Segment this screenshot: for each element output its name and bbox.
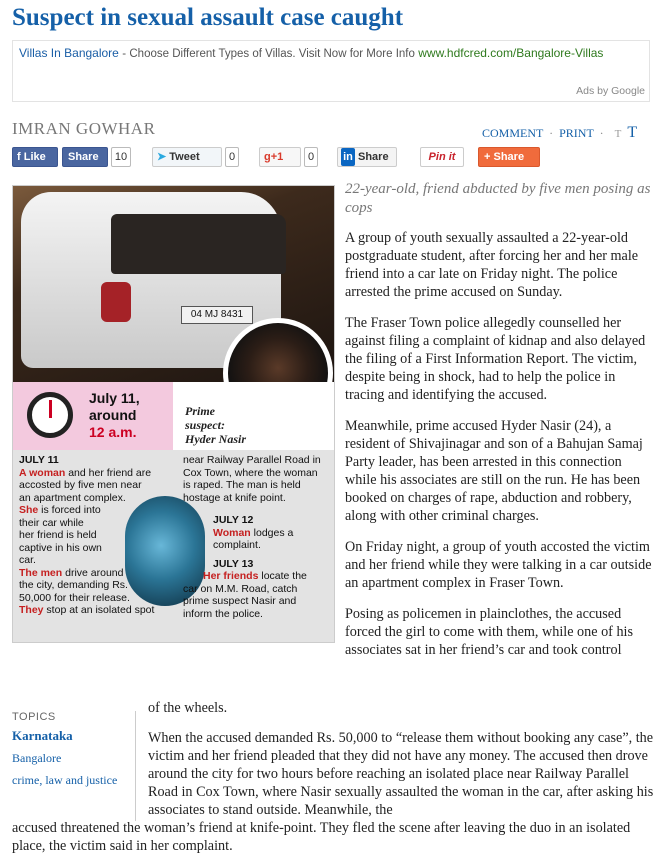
- comment-link[interactable]: COMMENT: [482, 126, 544, 140]
- car-tail-light: [101, 282, 131, 322]
- ad-description: Choose Different Types of Villas. Visit Now for More Info: [129, 48, 415, 60]
- topic-link[interactable]: crime, law and justice: [12, 773, 118, 787]
- suspect-caption: Prime suspect: Hyder Nasir: [173, 382, 334, 450]
- paragraph: Meanwhile, prime accused Hyder Nasir (24), a resident of Shivajinagar and son of a Bahujan Samaj Party leader, has been arrested in this connection while his associates are still on the run. He has been booked on charges of rape, abduction and robbery, along with other criminal charges.: [345, 418, 643, 524]
- event-timeline: [13, 450, 334, 642]
- print-link[interactable]: PRINT: [559, 126, 594, 140]
- paragraph: When the accused demanded Rs. 50,000 to “release them without booking any case”, the victim and her friend pleaded that they did not have any money. The accused then drove around the city for two hours before reaching an isolated place near Railway Parallel Road in Cox Town, where Nasir sexually assaulted the woman in the car, after asking his associates to stand outside. Meanwhile, the: [148, 730, 654, 818]
- paragraph: The Fraser Town police allegedly counselled her against filing a complaint of kidnap and also delayed the filing of a First Information Report. The victim, despite being in shock, had to help the police in tracing and identifying the accused.: [345, 315, 646, 403]
- facebook-icon: f: [17, 151, 24, 163]
- facebook-count: 10: [111, 147, 131, 167]
- article-subhead: 22-year-old, friend abducted by five men posing as cops: [345, 181, 651, 216]
- car-rear-window: [111, 214, 286, 274]
- paragraph-continuation: accused threatened the woman’s friend at knife-point. They fled the scene after leaving the duo in an isolated place, the victim said in her complaint.: [12, 820, 631, 854]
- topics-sidebar: [12, 711, 136, 821]
- text-smaller-button[interactable]: T: [614, 128, 622, 140]
- tool-separator: ·: [549, 126, 554, 140]
- timeline-column-1: JULY 11 A woman and her friend are accosted by five men near an apartment complex. She is forced into their car while her friend is held captive in his own car. The men drive around the city, demanding Rs. 50,000 for their release. They stop at an isolated spot: [19, 454, 155, 616]
- ad-separator: -: [122, 48, 127, 60]
- share-bar: [12, 147, 612, 169]
- time-label: July 11, around 12 a.m.: [89, 390, 140, 440]
- tool-separator: ·: [599, 126, 604, 140]
- ad-link[interactable]: Villas In Bangalore: [19, 46, 119, 60]
- topic-link[interactable]: Bangalore: [12, 751, 62, 765]
- article-tools: [482, 124, 637, 142]
- google-plus-icon: g: [264, 151, 271, 163]
- article-infographic[interactable]: [12, 185, 335, 643]
- google-plus-count: 0: [304, 147, 318, 167]
- paragraph: On Friday night, a group of youth accosted the victim and her friend while they were talking in a car outside an apartment complex in Fraser Town.: [345, 539, 652, 591]
- topic-link-karnataka[interactable]: Karnataka: [12, 728, 73, 743]
- linkedin-share-button[interactable]: in Share: [337, 147, 397, 167]
- clock-icon: [27, 392, 73, 438]
- facebook-share-button[interactable]: Share: [62, 147, 108, 167]
- plus-icon: +: [484, 151, 491, 163]
- paragraph-continuation: of the wheels.: [148, 700, 228, 716]
- timeline-column-2: near Railway Parallel Road in Cox Town, where the woman is raped. The man is held hostage at knife point. JULY 12 Woman lodges a complaint. JULY 13 Her friends locate the car on M.M. Road, catch prime suspect Nasir and inform the police.: [183, 454, 321, 620]
- linkedin-icon: in: [341, 148, 355, 166]
- time-box: [13, 382, 173, 450]
- license-plate: 04 MJ 8431: [181, 306, 253, 324]
- facebook-like-button[interactable]: f Like: [12, 147, 58, 167]
- tweet-button[interactable]: ➤ Tweet: [152, 147, 222, 167]
- tweet-count: 0: [225, 147, 239, 167]
- pinterest-button[interactable]: Pin it: [420, 147, 464, 167]
- twitter-bird-icon: ➤: [157, 151, 170, 163]
- text-larger-button[interactable]: T: [627, 124, 638, 141]
- paragraph: A group of youth sexually assaulted a 22-year-old postgraduate student, after forcing her and her male friend into a car late on Friday night. The police arrested the prime accused on Sunday.: [345, 230, 639, 300]
- article-column: [345, 180, 655, 672]
- ads-by-google[interactable]: Ads by Google: [576, 85, 645, 97]
- addthis-share-button[interactable]: + Share: [478, 147, 540, 167]
- topics-heading: TOPICS: [12, 711, 56, 723]
- google-ad[interactable]: [12, 40, 650, 102]
- ad-url[interactable]: www.hdfcred.com/Bangalore-Villas: [418, 46, 604, 60]
- paragraph: Posing as policemen in plainclothes, the accused forced the girl to come with them, while one of his associates sat in her friend’s car and took control: [345, 606, 634, 658]
- article-headline: Suspect in sexual assault case caught: [12, 4, 404, 31]
- google-plus-button[interactable]: g+1: [259, 147, 301, 167]
- author-byline: IMRAN GOWHAR: [12, 119, 156, 138]
